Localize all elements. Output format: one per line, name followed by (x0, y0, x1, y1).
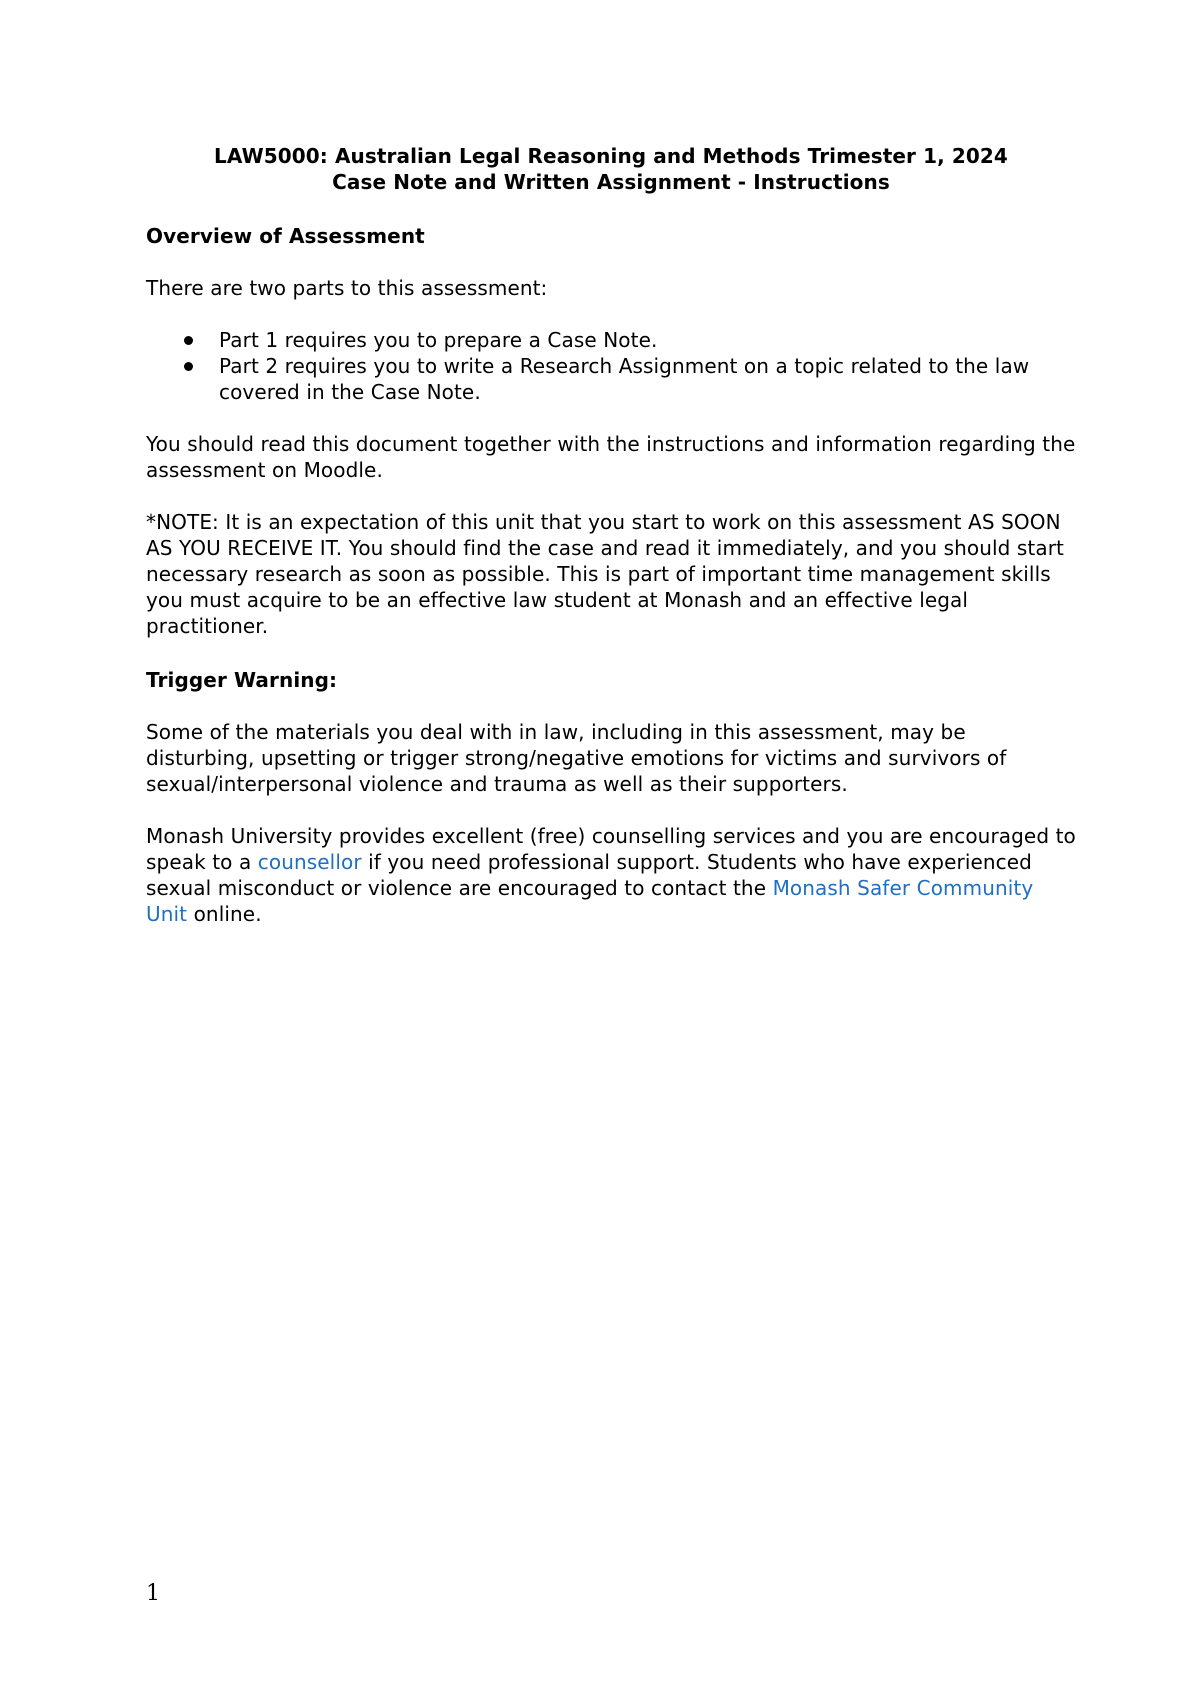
document-body (146, 143, 1076, 927)
note-paragraph: *NOTE: It is an expectation of this unit that you start to work on this assessment AS SOON AS YOU RECEIVE IT. You should find the case and read it immediately, and you should start necessary research as soon as possible. This is part of important time management skills you must acquire to be an effective law student at Monash and an effective legal practitioner. (146, 510, 1064, 638)
document-title-line-2: Case Note and Written Assignment - Instructions (332, 170, 890, 194)
counselling-paragraph (146, 823, 1076, 927)
trigger-warning-paragraph: Some of the materials you deal with in law, including in this assessment, may be disturbing, upsetting or trigger strong/negative emotions for victims and survivors of sexual/interpersonal violence and trauma as well as their supporters. (146, 720, 1007, 796)
counsellor-link[interactable]: counsellor (257, 850, 362, 874)
bullet-icon (184, 336, 193, 345)
list-item (146, 353, 1076, 405)
counselling-text-1: Monash University provides excellent (free) counselling services and you are encouraged to speak to a (146, 824, 1076, 874)
page-number: 1 (146, 1581, 160, 1606)
list-item-text: Part 2 requires you to write a Research Assignment on a topic related to the law covered in the Case Note. (219, 354, 1030, 404)
trigger-warning-heading: Trigger Warning: (146, 668, 338, 692)
assessment-parts-list (146, 327, 1076, 405)
list-item (146, 327, 1076, 353)
bullet-icon (184, 362, 193, 371)
safer-community-unit-link[interactable]: Monash Safer Community Unit (146, 876, 1034, 926)
counselling-text-3: online. (187, 902, 262, 926)
read-together-paragraph: You should read this document together with the instructions and information regarding the assessment on Moodle. (146, 432, 1076, 482)
overview-intro: There are two parts to this assessment: (146, 276, 548, 300)
overview-heading: Overview of Assessment (146, 224, 425, 248)
list-item-text: Part 1 requires you to prepare a Case Note. (219, 328, 658, 352)
counselling-text-2: if you need professional support. Students who have experienced sexual misconduct or violence are encouraged to contact the (146, 850, 1032, 900)
document-title-line-1: LAW5000: Australian Legal Reasoning and Methods Trimester 1, 2024 (214, 144, 1008, 168)
